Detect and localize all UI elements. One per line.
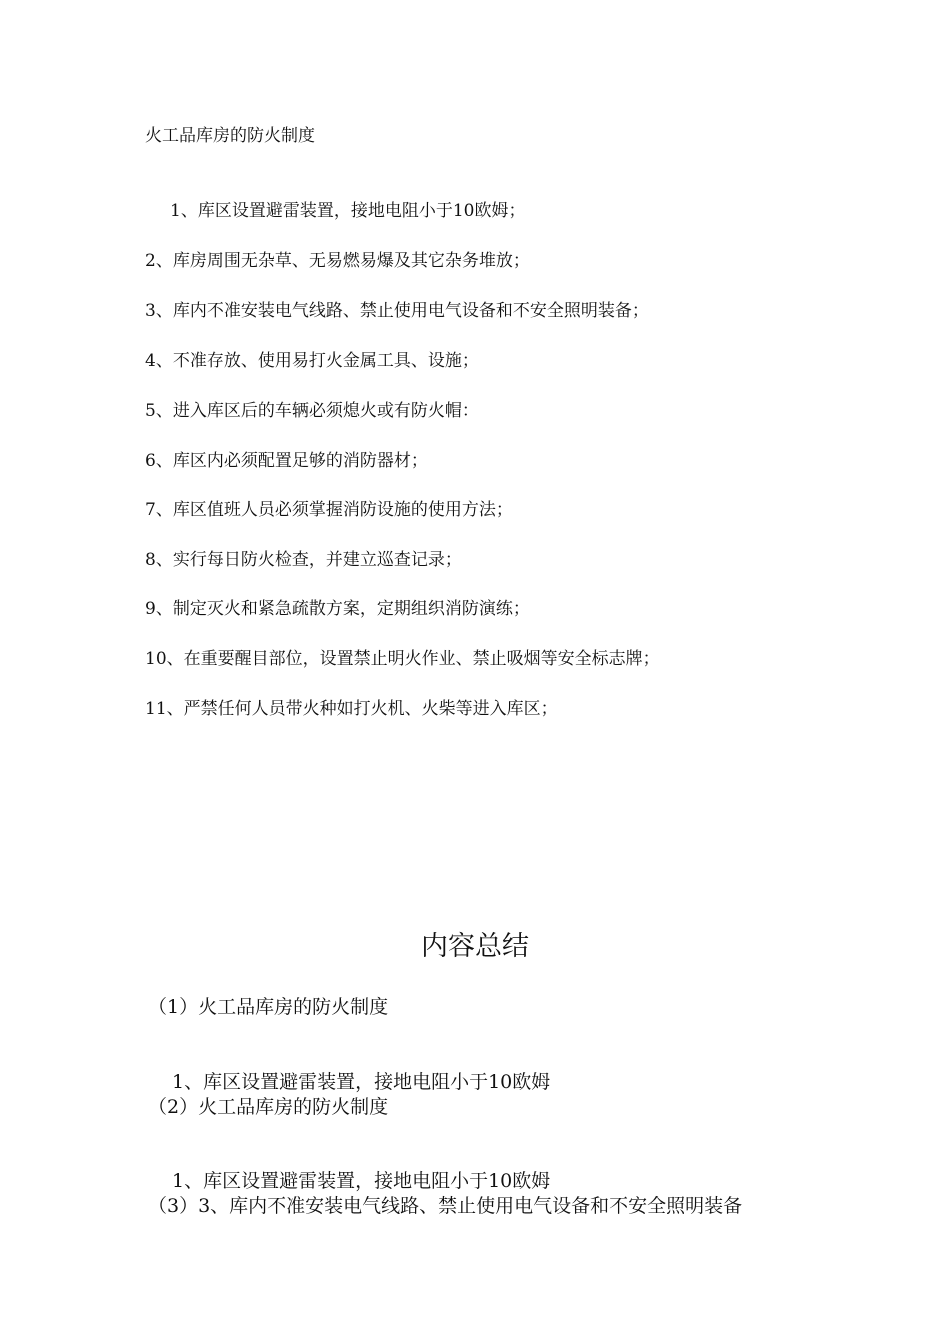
rule-item-7: 7、库区值班人员必须掌握消防设施的使用方法； [145, 500, 513, 520]
rule-item-4: 4、不准存放、使用易打火金属工具、设施； [145, 351, 479, 371]
rule-item-11: 11、严禁任何人员带火种如打火机、火柴等进入库区； [145, 699, 558, 719]
summary-line-5: （3）3、库内不准安装电气线路、禁止使用电气设备和不安全照明装备 [148, 1195, 743, 1217]
summary-line-4: 1、库区设置避雷装置，接地电阻小于10欧姆 [172, 1170, 551, 1192]
summary-line-2: 1、库区设置避雷装置，接地电阻小于10欧姆 [172, 1071, 551, 1093]
document-title: 火工品库房的防火制度 [145, 126, 315, 146]
rule-item-5: 5、进入库区后的车辆必须熄火或有防火帽： [145, 401, 479, 421]
summary-line-1: （1）火工品库房的防火制度 [148, 996, 389, 1018]
rule-item-6: 6、库区内必须配置足够的消防器材； [145, 451, 428, 471]
rule-item-8: 8、实行每日防火检查，并建立巡查记录； [145, 550, 462, 570]
rule-item-2: 2、库房周围无杂草、无易燃易爆及其它杂务堆放； [145, 251, 530, 271]
summary-title: 内容总结 [421, 931, 529, 962]
rule-item-1: 1、库区设置避雷装置，接地电阻小于10欧姆； [170, 201, 526, 221]
summary-line-3: （2）火工品库房的防火制度 [148, 1096, 389, 1118]
rule-item-3: 3、库内不准安装电气线路、禁止使用电气设备和不安全照明装备； [145, 301, 649, 321]
rule-item-9: 9、制定灭火和紧急疏散方案，定期组织消防演练； [145, 599, 530, 619]
rule-item-10: 10、在重要醒目部位，设置禁止明火作业、禁止吸烟等安全标志牌； [145, 649, 660, 669]
